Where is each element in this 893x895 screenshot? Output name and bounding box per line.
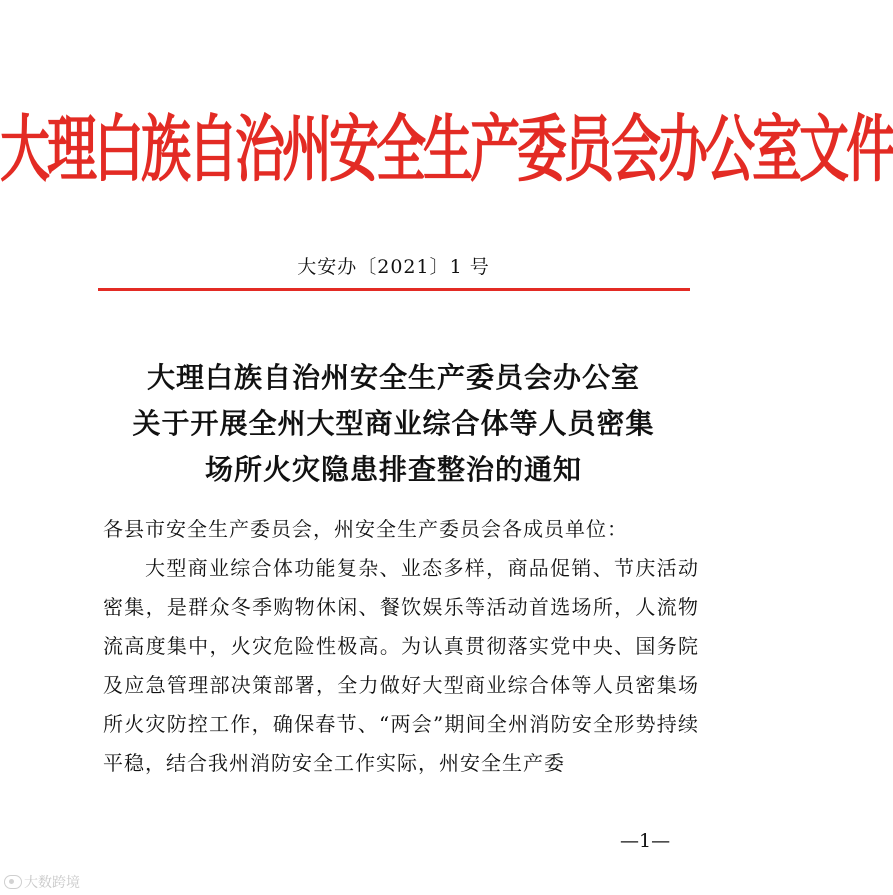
red-header-title: 大理白族自治州安全生产委员会办公室文件 xyxy=(0,107,893,193)
notice-title xyxy=(0,355,787,493)
red-separator-line xyxy=(98,288,690,291)
salutation: 各县市安全生产委员会，州安全生产委员会各成员单位： xyxy=(103,517,628,541)
cloud-logo-icon xyxy=(4,875,22,889)
body-text xyxy=(103,510,699,783)
page-number: —1— xyxy=(620,830,671,852)
document-number: 大安办〔2021〕1 号 xyxy=(297,256,490,278)
title-line-1: 大理白族自治州安全生产委员会办公室 xyxy=(146,361,640,394)
title-line-3: 场所火灾隐患排查整治的通知 xyxy=(204,453,582,486)
watermark xyxy=(4,872,80,892)
watermark-text: 大数跨境 xyxy=(24,875,80,891)
paragraph-1: 大型商业综合体功能复杂、业态多样，商品促销、节庆活动密集，是群众冬季购物休闲、餐饮娱乐等活动首选场所，人流物流高度集中，火灾危险性极高。为认真贯彻落实党中央、国务院及应急管理部决策部署，全力做好大型商业综合体等人员密集场所火灾防控工作，确保春节、“两会”期间全州消防安全形势持续平稳，结合我州消防安全工作实际，州安全生产委 xyxy=(103,556,699,775)
title-line-2: 关于开展全州大型商业综合体等人员密集 xyxy=(132,407,655,440)
